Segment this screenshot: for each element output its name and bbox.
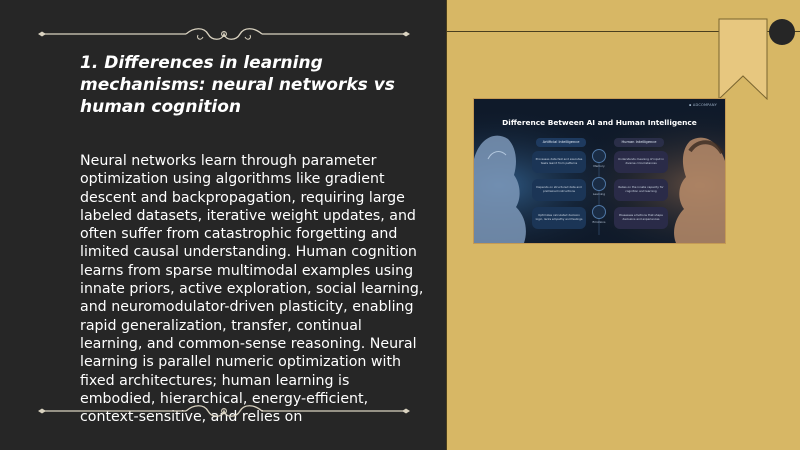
ribbon-bookmark-icon	[718, 18, 768, 100]
comparison-node: Memory	[587, 149, 611, 168]
infographic-logo: ▪ ADCOMPANY	[688, 103, 717, 107]
ai-row: Depends on structured data and pretrained instructions	[532, 179, 586, 201]
scroll-flourish-divider-icon	[36, 24, 412, 44]
comparison-node: Emotions	[587, 205, 611, 224]
ai-vs-human-infographic	[474, 99, 725, 243]
human-row: Understands meaning of input in diverse circumstances	[614, 151, 668, 173]
comparison-node: Learning	[587, 177, 611, 196]
human-row: Possesses emotions that shape decisions and experiences	[614, 207, 668, 229]
node-icon	[592, 177, 606, 191]
infographic-title: Difference Between AI and Human Intelligence	[502, 118, 697, 127]
ai-row: Processes data fast and executes tasks learnt from patterns	[532, 151, 586, 173]
node-icon	[592, 205, 606, 219]
ai-column-heading: Artificial Intelligence	[536, 138, 586, 147]
slide-title: 1. Differences in learning mechanisms: neural networks vs human cognition	[80, 53, 395, 117]
node-icon	[592, 149, 606, 163]
scroll-flourish-divider-icon	[36, 401, 412, 421]
ai-row: Optimizes calculated decision logic, lacks empathy and feelings	[532, 207, 586, 229]
human-column-heading: Human Intelligence	[614, 138, 664, 147]
dark-circle-icon	[768, 18, 800, 46]
panel-divider-line	[446, 0, 447, 450]
slide-body-text: Neural networks learn through parameter optimization using algorithms like gradient descent and backpropagation, requiring large labeled datasets, iterative weight updates, and often suffer from catastrophic forgetting and limited causal understanding. Human cognition learns from sparse multimodal examples using innate priors, active exploration, social learning, and neuromodulator-driven plasticity, enabling rapid generalization, transfer, continual learning, and common-sense reasoning. Neural learning is parallel numeric optimization with fixed architectures; human learning is embodied, hierarchical, energy-efficient, context-sensitive, and relies on	[80, 153, 424, 426]
human-row: Relies on the innate capacity for cognition and learning	[614, 179, 668, 201]
